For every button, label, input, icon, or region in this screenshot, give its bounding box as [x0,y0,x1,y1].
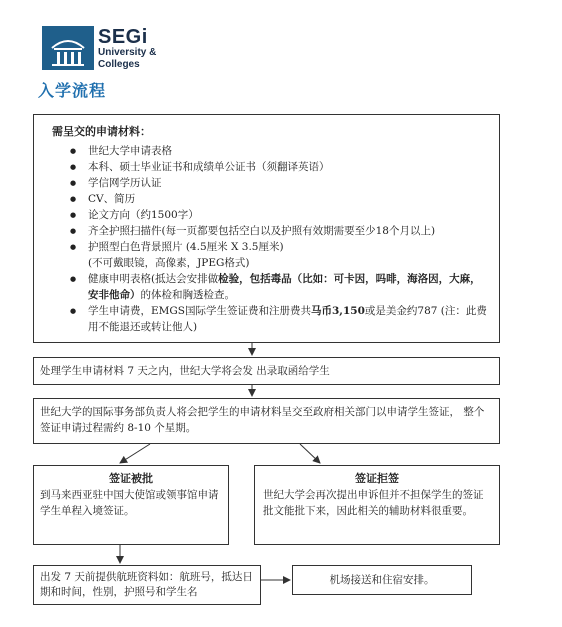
fee-amount: 马币3,150 [311,305,365,317]
embassy-box: 世纪大学的国际事务部负责人将会把学生的申请材料呈交至政府相关部门以申请学生签证， 整个签证申请过程需约 8-10 个星期。 [33,398,500,444]
list-item: ● CV、简历 [88,191,489,207]
health-bold: 检验，包括毒品（比如：可卡因，吗啡，海洛因，大麻，安非他命） [88,273,481,301]
pickup-box: 机场接送和住宿安排。 [292,565,472,595]
arrow-to-approved [120,444,150,463]
list-item: ● 本科、硕士毕业证书和成绩单公证书（须翻译英语） [88,159,489,175]
list-item: ● 齐全护照扫描件(每一页都要包括空白以及护照有效期需要至少18个月以上) [88,223,489,239]
brand-line3: Colleges [98,59,140,70]
departure-box: 出发 7 天前提供航班资料如：航班号，抵达日期和时间，性别，护照号和学生名 [33,565,261,605]
visa-approved-text: 到马来西亚驻中国大使馆或领事馆申请学生单程入境签证。 [40,489,219,517]
requirements-title: 需呈交的申请材料： [52,125,151,138]
brand-line2: University & [98,47,157,58]
health-suffix: 的体检和胸透检查。 [140,289,235,301]
process-box: 处理学生申请材料 7 天之内，世纪大学将会发 出录取函给学生 [33,357,500,385]
list-item: ● 世纪大学申请表格 [88,143,489,159]
fee-suffix: 或是美金约787 (注：此费用不能退还或转让他人) [88,305,487,333]
arrow-to-rejected [300,444,320,463]
list-item: ● 论文方向（约1500字） [88,207,489,223]
visa-rejected-title: 签证拒签 [355,472,399,485]
brand-line1: SEGi [98,26,148,48]
photo-note: (不可戴眼镜，高像素，JPEG格式) [88,257,250,269]
health-prefix: 健康申明表格(抵达会安排做 [88,273,219,285]
list-item: ● 学信网学历认证 [88,175,489,191]
fee-prefix: 学生申请费，EMGS国际学生签证费和注册费共 [88,305,311,317]
page-title: 入学流程 [38,81,107,100]
photo-item-text: 护照型白色背景照片 (4.5厘米 X 3.5厘米) [88,241,284,253]
visa-approved-title: 签证被批 [109,472,153,485]
visa-rejected-text: 世纪大学会再次提出申诉但并不担保学生的签证批文能批下来，因此相关的辅助材料很重要。 [263,489,484,517]
